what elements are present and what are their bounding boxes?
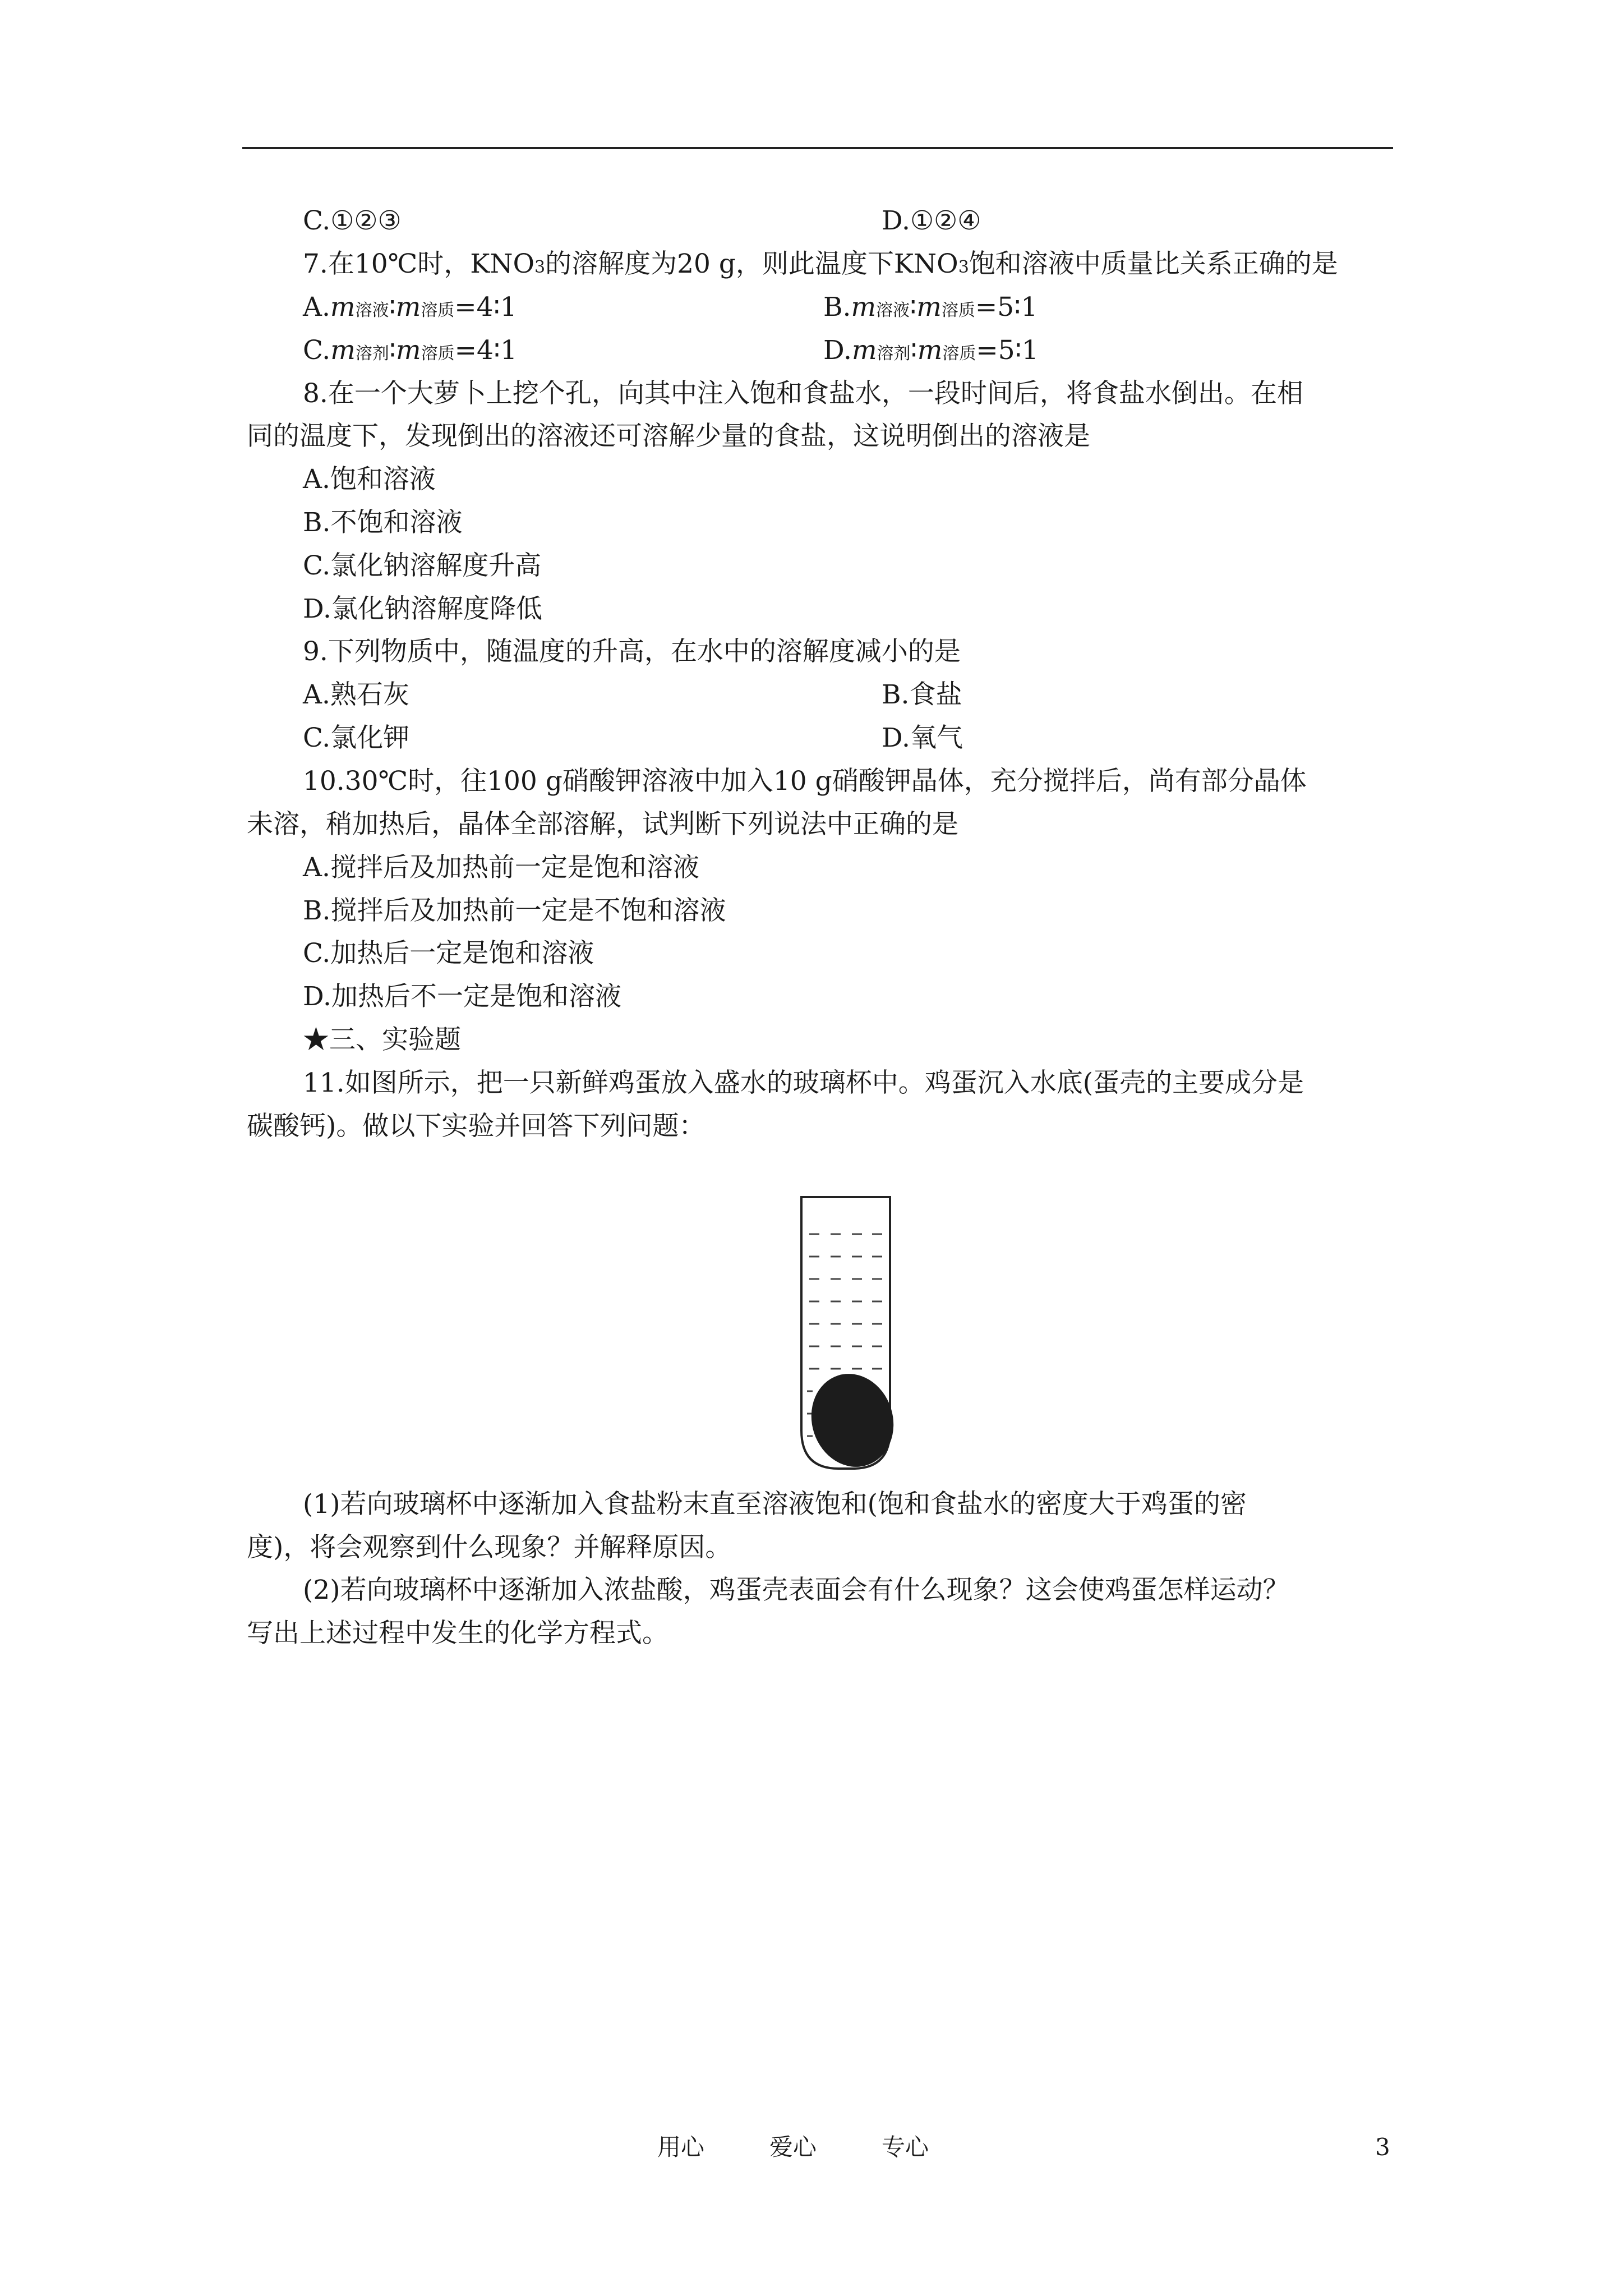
q9-option-d: D.氧气 (882, 723, 963, 753)
q8-option-c: C.氯化钠溶解度升高 (303, 550, 542, 581)
q7-stem: 7.在10℃时，KNO3的溶解度为20 g，则此温度下KNO3饱和溶液中质量比关系正确的是 (303, 249, 1338, 279)
q11-part1-line2: 度)，将会观察到什么现象？并解释原因。 (247, 1532, 732, 1563)
q8-stem-line2: 同的温度下，发现倒出的溶液还可溶解少量的食盐，这说明倒出的溶液是 (247, 421, 1090, 452)
q11-stem-line2: 碳酸钙)。做以下实验并回答下列问题： (247, 1111, 706, 1142)
q10-option-b: B.搅拌后及加热前一定是不饱和溶液 (303, 895, 726, 926)
q9-option-a: A.熟石灰 (303, 679, 409, 710)
q11-part1-line1: (1)若向玻璃杯中逐渐加入食盐粉末直至溶液饱和(饱和食盐水的密度大于鸡蛋的密 (303, 1489, 1247, 1520)
q9-option-b: B.食盐 (882, 679, 962, 710)
q8-option-a: A.饱和溶液 (303, 464, 436, 495)
q8-stem-line1: 8.在一个大萝卜上挖个孔，向其中注入饱和食盐水，一段时间后，将食盐水倒出。在相 (303, 378, 1303, 409)
footer-text-a: 用心 (657, 2133, 705, 2161)
q7-option-d: D.m溶剂∶m溶质=5∶1 (823, 335, 1039, 366)
q9-stem: 9.下列物质中，随温度的升高，在水中的溶解度减小的是 (303, 636, 961, 667)
q9-option-c: C.氯化钾 (303, 723, 410, 753)
q7-option-c: C.m溶剂∶m溶质=4∶1 (303, 335, 518, 366)
q10-option-d: D.加热后不一定是饱和溶液 (303, 981, 621, 1012)
egg-in-glass-figure (782, 1195, 911, 1475)
header-rule (242, 147, 1393, 149)
section-heading: ★三、实验题 (303, 1024, 461, 1055)
q8-option-d: D.氯化钠溶解度降低 (303, 593, 542, 624)
footer-text-c: 专心 (882, 2133, 929, 2161)
q6-option-c: C.①②③ (303, 205, 402, 236)
q10-option-a: A.搅拌后及加热前一定是饱和溶液 (303, 852, 699, 883)
q11-part2-line2: 写出上述过程中发生的化学方程式。 (247, 1618, 668, 1649)
q11-part2-line1: (2)若向玻璃杯中逐渐加入浓盐酸，鸡蛋壳表面会有什么现象？这会使鸡蛋怎样运动？ (303, 1575, 1289, 1605)
q10-stem-line1: 10.30℃时，往100 g硝酸钾溶液中加入10 g硝酸钾晶体，充分搅拌后，尚有部分晶体 (303, 766, 1307, 797)
q11-stem-line1: 11.如图所示，把一只新鲜鸡蛋放入盛水的玻璃杯中。鸡蛋沉入水底(蛋壳的主要成分是 (303, 1068, 1304, 1098)
q10-option-c: C.加热后一定是饱和溶液 (303, 938, 594, 969)
q8-option-b: B.不饱和溶液 (303, 507, 463, 538)
q7-option-b: B.m溶液∶m溶质=5∶1 (823, 292, 1038, 323)
footer-text-b: 爱心 (769, 2133, 817, 2161)
q10-stem-line2: 未溶，稍加热后，晶体全部溶解，试判断下列说法中正确的是 (247, 809, 958, 840)
q6-option-d: D.①②④ (882, 205, 981, 236)
page-number: 3 (1375, 2133, 1390, 2161)
q7-option-a: A.m溶液∶m溶质=4∶1 (303, 292, 517, 323)
